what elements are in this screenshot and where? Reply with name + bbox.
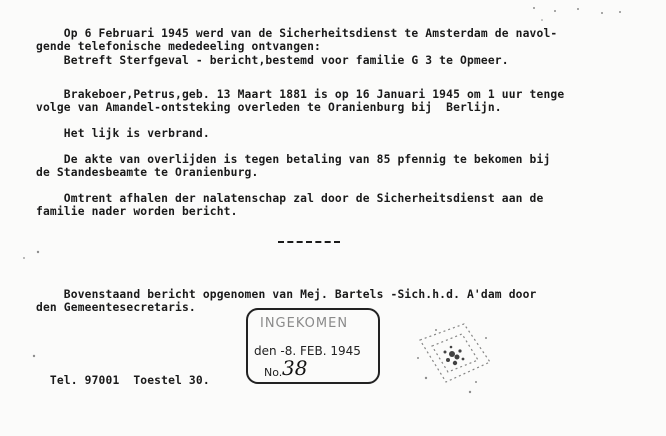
text-line-5: volge van Amandel-ontsteking overleden te Oranienburg bij Berlijn. (36, 101, 502, 114)
text-line-6: Het lijk is verbrand. (36, 127, 210, 140)
text-line-7: De akte van overlijden is tegen betaling van 85 pfennig te bekomen bij (36, 153, 551, 166)
stamp-heading: INGEKOMEN (260, 316, 349, 331)
text-line-3: Betreft Sterfgeval - bericht,bestemd voor familie G 3 te Opmeer. (36, 54, 509, 67)
text-line-2: gende telefonische mededeeling ontvangen: (36, 40, 322, 53)
stamp-number-label: No. (264, 366, 283, 379)
stamp-date: den -8. FEB. 1945 (254, 344, 361, 358)
text-line-9: Omtrent afhalen der nalatenschap zal door de Sicherheitsdienst aan de (36, 192, 544, 205)
text-line-12: den Gemeentesecretaris. (36, 301, 196, 314)
text-line-10: familie nader worden bericht. (36, 205, 238, 218)
text-line-8: de Standesbeamte te Oranienburg. (36, 166, 259, 179)
phone-line: Tel. 97001 Toestel 30. (36, 374, 210, 387)
stamp-handwritten-number: 38 (282, 356, 308, 380)
text-line-1: Op 6 Februari 1945 werd van de Sicherheitsdienst te Amsterdam de navol- (36, 27, 558, 40)
text-line-4: Brakeboer,Petrus,geb. 13 Maart 1881 is op 16 Januari 1945 om 1 uur tenge (36, 88, 565, 101)
text-line-11: Bovenstaand bericht opgenomen van Mej. Bartels -Sich.h.d. A'dam door (36, 288, 537, 301)
